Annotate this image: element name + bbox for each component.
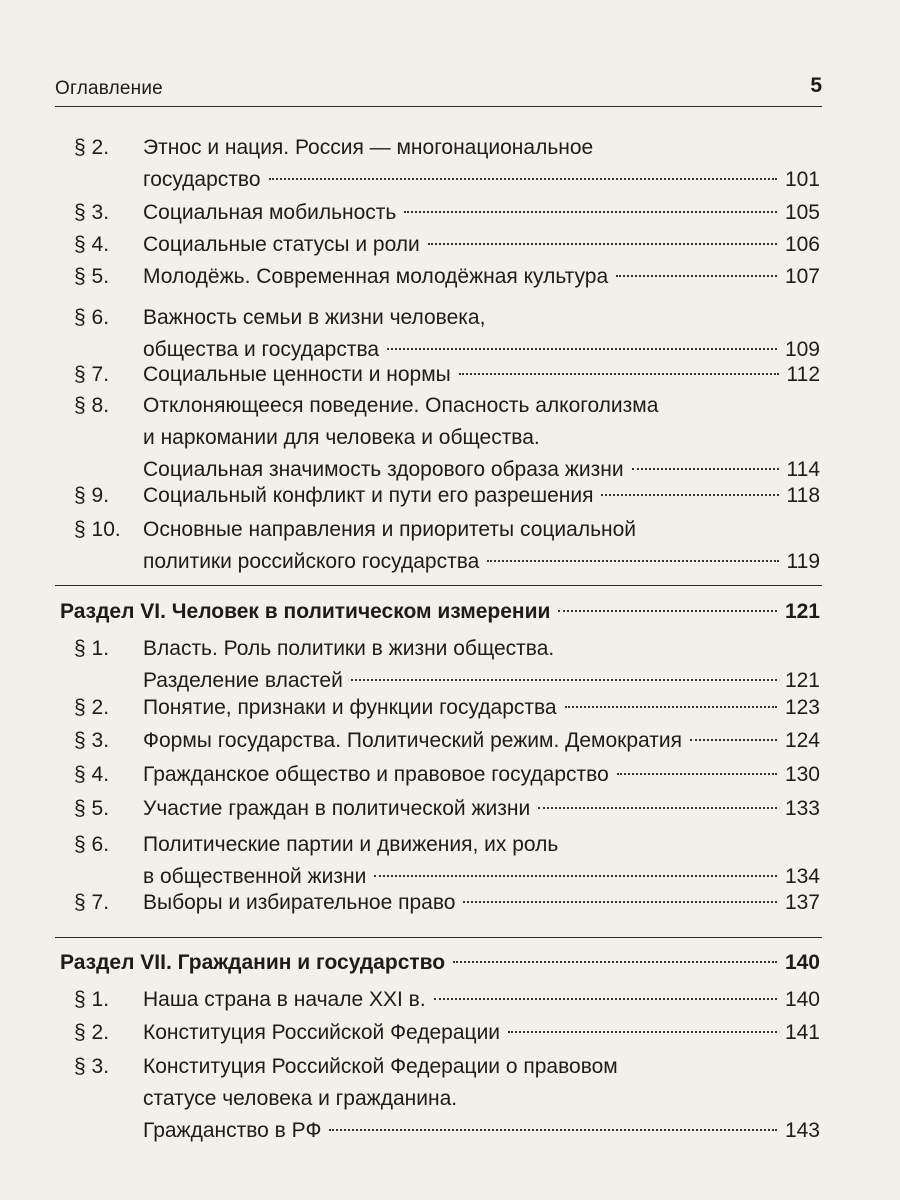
toc-page-number: 143 (784, 1119, 820, 1142)
toc-entry-title: Формы государства. Политический режим. Демократия (143, 729, 682, 752)
dot-leader (508, 1031, 777, 1033)
toc-page-number: 123 (784, 696, 820, 719)
toc-entry-title: статусе человека и гражданина. (143, 1087, 458, 1110)
toc-paragraph-number: § 8. (74, 394, 110, 417)
toc-paragraph-number: § 4. (74, 233, 110, 256)
dot-leader (269, 178, 777, 180)
dot-leader (428, 243, 777, 245)
toc-entry-line (143, 726, 820, 756)
toc-entry-title: политики российского государства (143, 550, 480, 573)
toc-page-number: 121 (784, 600, 820, 623)
toc-entry-title: в общественной жизни (143, 865, 367, 888)
toc-paragraph-number: § 3. (74, 729, 110, 752)
toc-entry-line (143, 262, 820, 292)
toc-entry-title: общества и государства (143, 338, 380, 361)
dot-leader (558, 610, 777, 612)
toc-page-number: 137 (784, 891, 820, 914)
dot-leader (690, 739, 777, 741)
toc-entry-title: и наркомании для человека и общества. (143, 426, 540, 449)
toc-entry-line (143, 230, 820, 260)
toc-paragraph-number: § 7. (74, 891, 110, 914)
toc-page-number: 119 (786, 550, 820, 573)
toc-entry-title: Наша страна в начале XXI в. (143, 988, 426, 1011)
toc-paragraph-number: § 10. (74, 518, 121, 541)
toc-page-number: 141 (784, 1021, 820, 1044)
section-divider (55, 937, 822, 938)
toc-paragraph-number: § 2. (74, 136, 110, 159)
dot-leader (617, 773, 777, 775)
toc-entry-line (143, 1018, 820, 1048)
dot-leader (434, 998, 777, 1000)
toc-entry-line (143, 693, 820, 723)
dot-leader (565, 706, 777, 708)
toc-page-number: 118 (786, 484, 820, 507)
toc-entry-line (143, 794, 820, 824)
section-divider (55, 585, 822, 586)
toc-paragraph-number: § 5. (74, 265, 110, 288)
toc-entry-line (143, 666, 820, 696)
toc-entry-title: Раздел VI. Человек в политическом измерении (60, 600, 551, 623)
toc-entry-line (143, 547, 820, 577)
toc-entry-line (143, 481, 820, 511)
dot-leader (463, 901, 777, 903)
toc-paragraph-number: § 1. (74, 988, 110, 1011)
toc-entry-title: Выборы и избирательное право (143, 891, 456, 914)
toc-page-number: 105 (784, 201, 820, 224)
toc-entry-line (143, 360, 820, 390)
toc-page-number: 112 (786, 363, 820, 386)
toc-entry-line (143, 198, 820, 228)
toc-entry-line (60, 948, 820, 978)
toc-entry-title: Социальные ценности и нормы (143, 363, 451, 386)
dot-leader (487, 560, 778, 562)
toc-entry-title: Политические партии и движения, их роль (143, 833, 559, 856)
toc-paragraph-number: § 6. (74, 833, 110, 856)
toc-page-number: 106 (784, 233, 820, 256)
toc-entry-title: Конституция Российской Федерации о правовом (143, 1055, 618, 1078)
dot-leader (351, 679, 777, 681)
toc-entry-title: Социальная значимость здорового образа жизни (143, 458, 624, 481)
toc-page-number: 121 (784, 669, 820, 692)
toc-page-number: 109 (784, 338, 820, 361)
toc-entry-title: Социальная мобильность (143, 201, 397, 224)
dot-leader (459, 373, 779, 375)
toc-paragraph-number: § 7. (74, 363, 110, 386)
dot-leader (374, 875, 777, 877)
toc-entry-title: Власть. Роль политики в жизни общества. (143, 637, 555, 660)
toc-paragraph-number: § 9. (74, 484, 110, 507)
toc-page-number: 134 (784, 865, 820, 888)
toc-entry-line (143, 760, 820, 790)
toc-page-number: 140 (784, 988, 820, 1011)
toc-page-number: 140 (784, 951, 820, 974)
toc-entry-line (143, 165, 820, 195)
dot-leader (387, 348, 777, 350)
toc-entry-title: государство (143, 168, 261, 191)
toc-page-number: 124 (784, 729, 820, 752)
dot-leader (601, 494, 778, 496)
toc-paragraph-number: § 4. (74, 763, 110, 786)
toc-paragraph-number: § 2. (74, 696, 110, 719)
toc-entry-line (60, 597, 820, 627)
toc-entry-title: Конституция Российской Федерации (143, 1021, 501, 1044)
toc-entry-line (143, 1116, 820, 1146)
toc-entry-title: Социальные статусы и роли (143, 233, 420, 256)
toc-page-number: 133 (784, 797, 820, 820)
toc-entry-title: Социальный конфликт и пути его разрешения (143, 484, 594, 507)
toc-paragraph-number: § 3. (74, 1055, 110, 1078)
dot-leader (616, 275, 777, 277)
toc-entry-title: Молодёжь. Современная молодёжная культура (143, 265, 609, 288)
toc-paragraph-number: § 6. (74, 306, 110, 329)
page-header (55, 72, 822, 107)
running-title: Оглавление (55, 78, 163, 99)
toc-paragraph-number: § 2. (74, 1021, 110, 1044)
dot-leader (453, 961, 777, 963)
toc-paragraph-number: § 1. (74, 637, 110, 660)
toc-entry-title: Раздел VII. Гражданин и государство (60, 951, 446, 974)
toc-paragraph-number: § 5. (74, 797, 110, 820)
toc-entry-title: Этнос и нация. Россия — многонациональное (143, 136, 594, 159)
toc-page-number: 114 (786, 458, 820, 481)
toc-paragraph-number: § 3. (74, 201, 110, 224)
dot-leader (404, 211, 777, 213)
toc-entry-line (143, 985, 820, 1015)
toc-entry-title: Понятие, признаки и функции государства (143, 696, 557, 719)
toc-entry-title: Основные направления и приоритеты социальной (143, 518, 637, 541)
dot-leader (538, 807, 777, 809)
toc-entry-title: Важность семьи в жизни человека, (143, 306, 486, 329)
toc-entry-title: Гражданское общество и правовое государство (143, 763, 609, 786)
toc-entry-title: Участие граждан в политической жизни (143, 797, 531, 820)
toc-page-number: 107 (784, 265, 820, 288)
toc-entry-title: Разделение властей (143, 669, 343, 692)
page-number: 5 (810, 74, 822, 97)
toc-entry-title: Гражданство в РФ (143, 1119, 322, 1142)
toc-entry-line (143, 888, 820, 918)
toc-entry-title: Отклоняющееся поведение. Опасность алкоголизма (143, 394, 659, 417)
dot-leader (329, 1129, 777, 1131)
dot-leader (632, 468, 779, 470)
toc-page-number: 130 (784, 763, 820, 786)
toc-page-number: 101 (784, 168, 820, 191)
